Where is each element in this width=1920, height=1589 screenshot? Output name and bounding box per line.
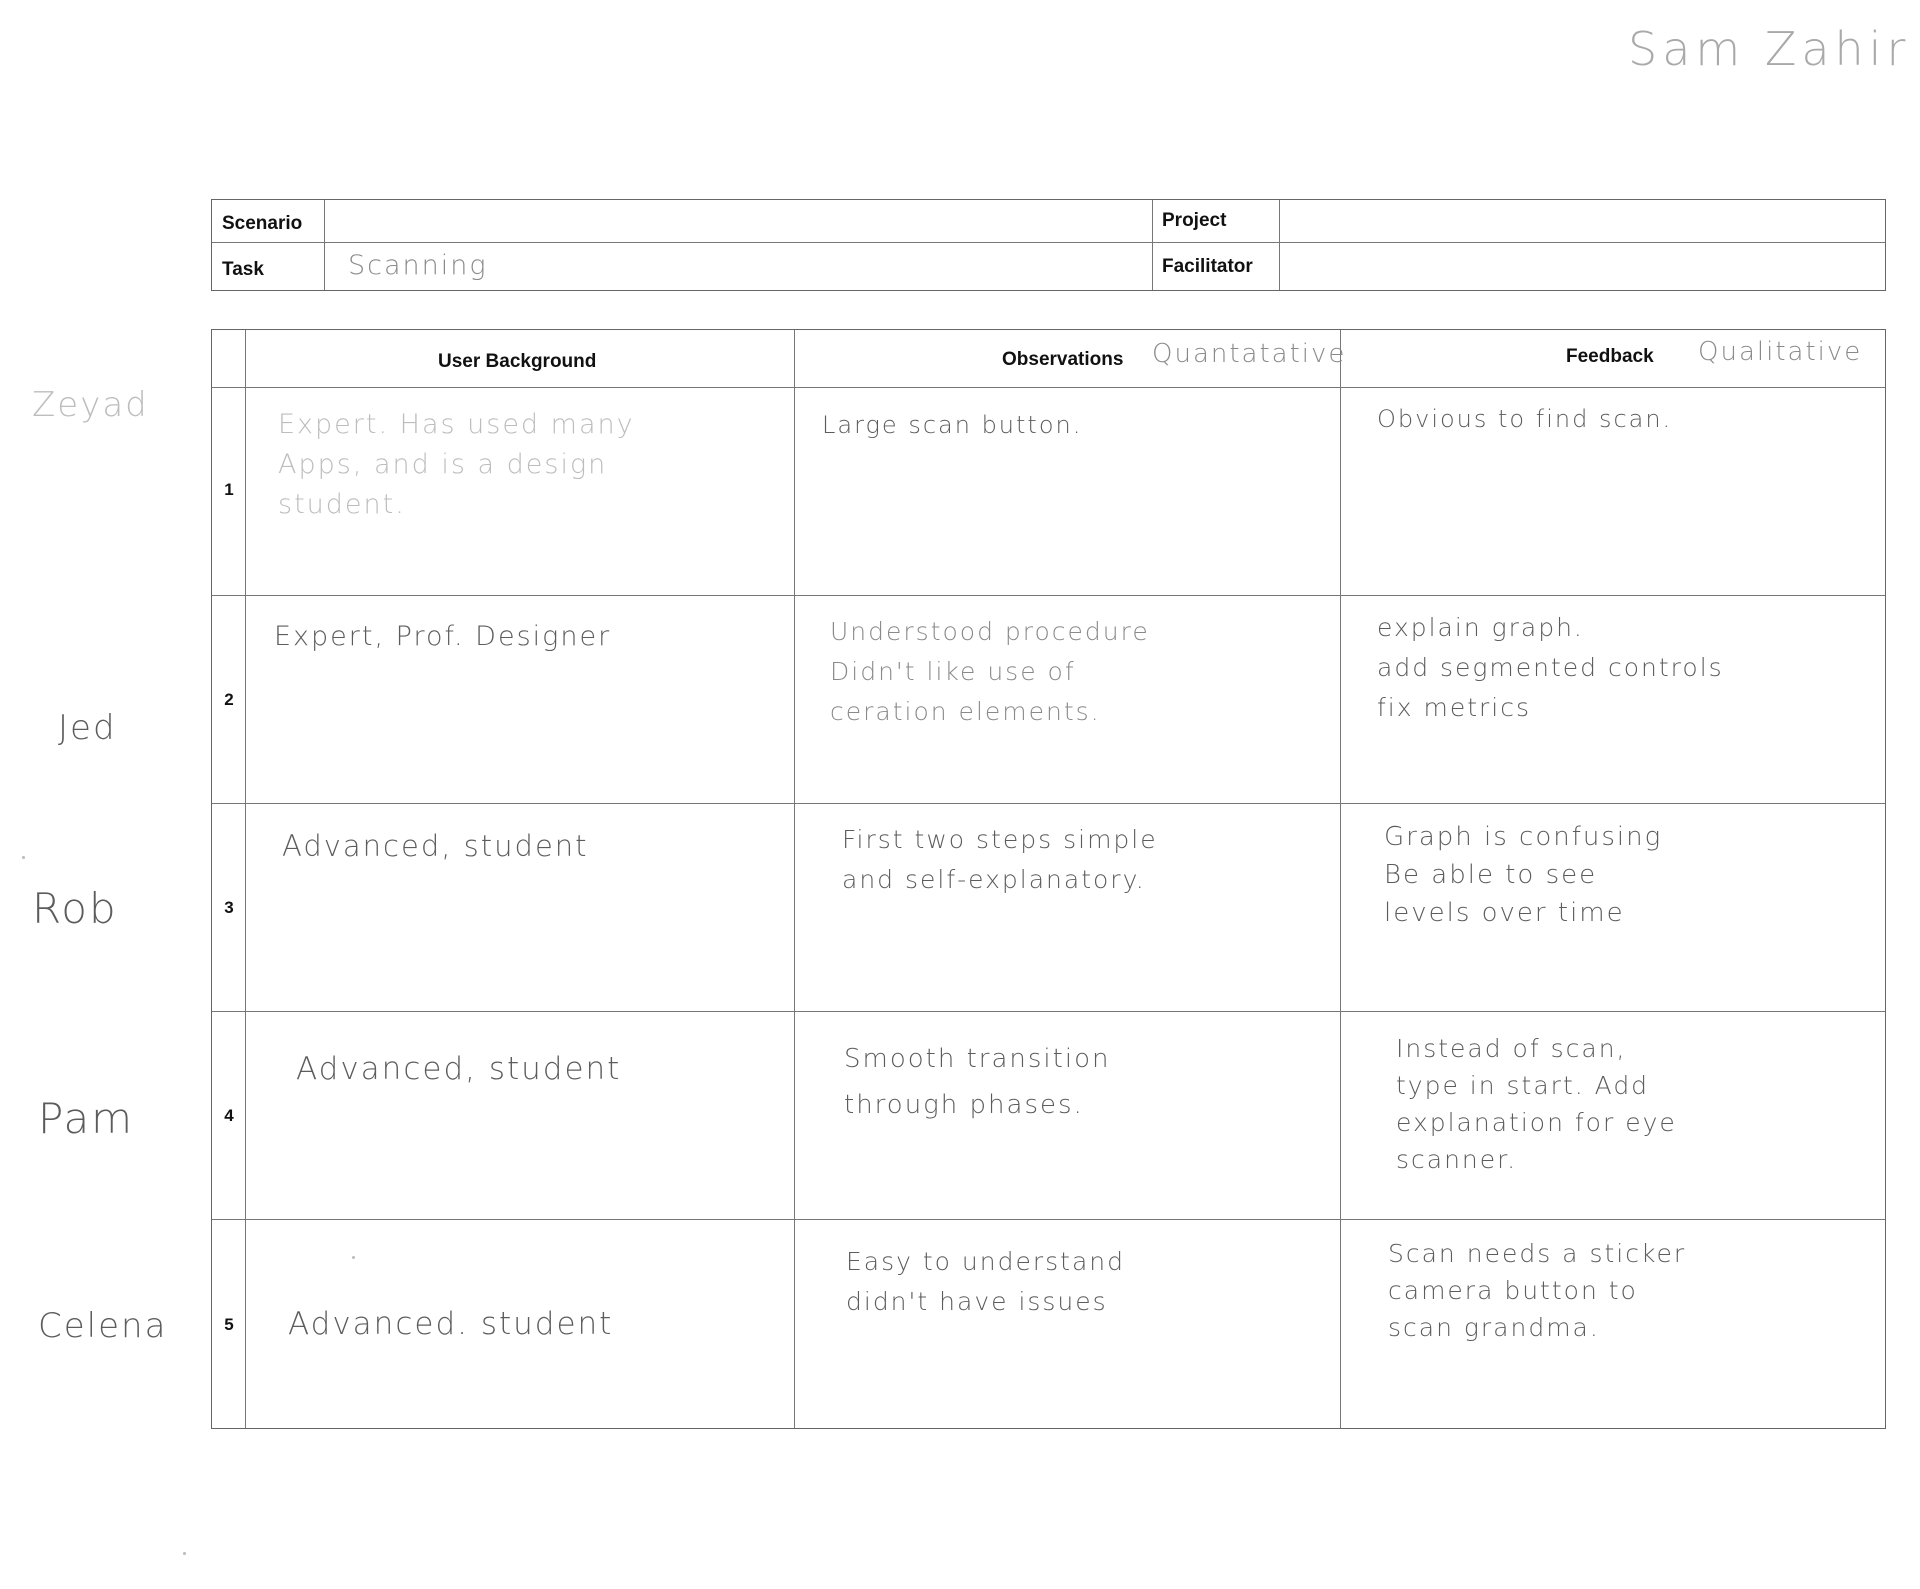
author-name: Sam Zahir (1628, 22, 1911, 76)
observations-note: Quantatative (1152, 339, 1347, 369)
row-3-feedback: Graph is confusing Be able to see levels over time (1384, 822, 1663, 928)
participant-name: Jed (58, 708, 117, 748)
column-header-feedback: Feedback (1566, 346, 1654, 367)
row-5-feedback: Scan needs a sticker camera button to scan grandma. (1388, 1239, 1687, 1342)
row-number: 5 (224, 1315, 234, 1334)
participant-name: Rob (32, 884, 118, 933)
row-4-observations: Smooth transition through phases. (844, 1044, 1111, 1120)
participant-name: Celena (38, 1306, 168, 1346)
observation-table (211, 329, 1886, 1429)
row-1-observations: Large scan button. (822, 411, 1083, 439)
row-3-observations: First two steps simple and self-explanatory. (842, 825, 1158, 894)
row-number: 3 (224, 898, 234, 917)
row-number: 4 (224, 1106, 234, 1125)
task-value[interactable]: Scanning (348, 250, 488, 281)
row-2-observations: Understood procedure Didn't like use of ceration elements. (830, 617, 1150, 726)
row-number: 1 (224, 480, 234, 499)
column-header-user-background: User Background (438, 351, 597, 372)
row-5-background: Advanced. student (288, 1306, 614, 1342)
row-number: 2 (224, 690, 234, 709)
scan-speck (22, 856, 25, 859)
scan-speck (183, 1552, 186, 1555)
scan-speck (352, 1256, 355, 1259)
feedback-note: Qualitative (1698, 337, 1863, 367)
row-1-background: Expert. Has used many Apps, and is a design student. (278, 409, 635, 520)
column-header-observations: Observations (1002, 349, 1124, 370)
row-2-background: Expert, Prof. Designer (274, 621, 612, 652)
row-4-background: Advanced, student (296, 1051, 622, 1087)
row-1-feedback: Obvious to find scan. (1377, 405, 1673, 433)
task-label: Task (222, 259, 264, 280)
row-2-feedback: explain graph. add segmented controls fix metrics (1377, 613, 1724, 722)
header-table (211, 199, 1886, 291)
scenario-label: Scenario (222, 213, 303, 234)
facilitator-label: Facilitator (1162, 256, 1253, 277)
participant-name: Zeyad (32, 385, 149, 425)
row-4-feedback: Instead of scan, type in start. Add explanation for eye scanner. (1396, 1034, 1677, 1174)
row-3-background: Advanced, student (282, 829, 589, 863)
row-5-observations: Easy to understand didn't have issues (846, 1247, 1126, 1316)
project-label: Project (1162, 210, 1227, 231)
participant-name: Pam (38, 1094, 135, 1143)
